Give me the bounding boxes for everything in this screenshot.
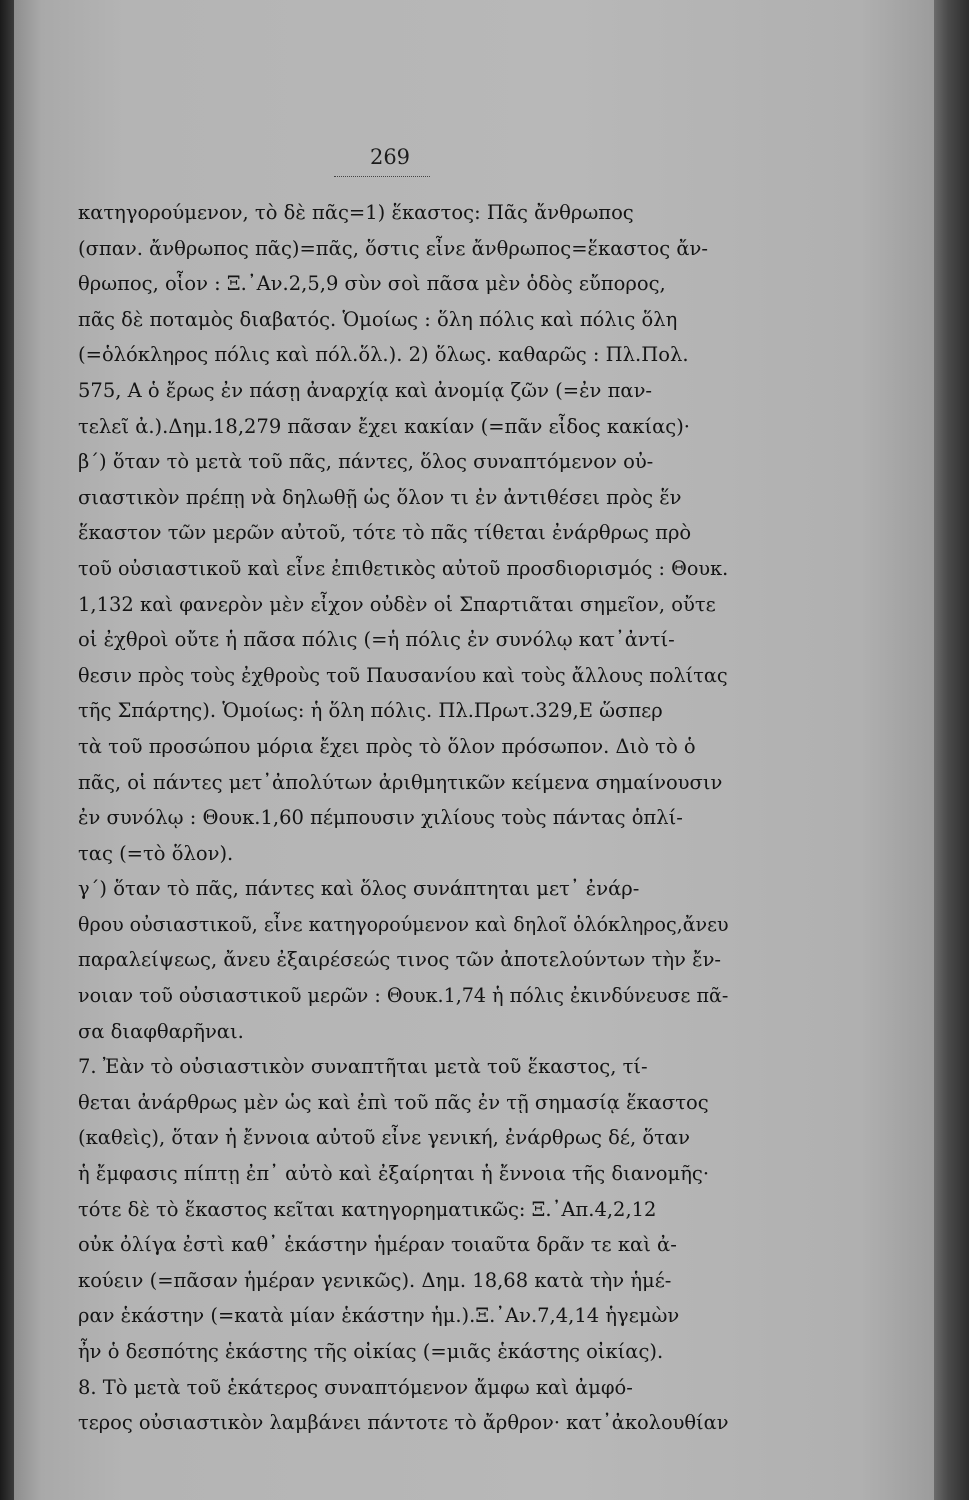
- text-line: θεσιν πρὸς τοὺς ἐχθροὺς τοῦ Παυσανίου καὶ τοὺς ἄλλους πολίτας: [78, 663, 728, 687]
- text-line: νοιαν τοῦ οὐσιαστικοῦ μερῶν : Θουκ.1,74 ἡ πόλις ἐκινδύνευσε πᾶ-: [78, 984, 729, 1008]
- text-line: παραλείψεως, ἄνευ ἐξαιρέσεώς τινος τῶν ἀποτελούντων τὴν ἔν-: [78, 948, 722, 972]
- text-line: τας (=τὸ ὅλον).: [78, 841, 234, 865]
- text-line: (καθεὶς), ὅταν ἡ ἔννοια αὐτοῦ εἶνε γενική, ἐνάρθρως δέ, ὅταν: [78, 1126, 690, 1150]
- text-line: ραν ἑκάστην (=κατὰ μίαν ἑκάστην ἡμ.).Ξ.᾽Αν.7,4,14 ἡγεμὼν: [78, 1304, 680, 1328]
- text-line: τῆς Σπάρτης). Ὁμοίως: ἡ ὅλη πόλις. Πλ.Πρωτ.329,Ε ὥσπερ: [78, 699, 663, 723]
- text-line: (σπαν. ἄνθρωπος πᾶς)=πᾶς, ὅστις εἶνε ἄνθρωπος=ἕκαστος ἄν-: [78, 236, 708, 260]
- text-line: θρωπος, οἷον : Ξ.᾽Αν.2,5,9 σὺν σοὶ πᾶσα μὲν ὁδὸς εὔπορος,: [78, 272, 666, 296]
- text-line: κατηγορούμενον, τὸ δὲ πᾶς=1) ἕκαστος: Πᾶς ἄνθρωπος: [78, 201, 634, 224]
- text-line: τοῦ οὐσιαστικοῦ καὶ εἶνε ἐπιθετικὸς αὐτοῦ προσδιορισμός : Θουκ.: [78, 556, 729, 580]
- book-spine-shadow: [0, 0, 14, 1500]
- page-number-rule: [334, 176, 430, 177]
- text-line: πᾶς, οἱ πάντες μετ᾽ἀπολύτων ἀριθμητικῶν κείμενα σημαίνουσιν: [78, 770, 723, 794]
- text-line: θεται ἀνάρθρως μὲν ὡς καὶ ἐπὶ τοῦ πᾶς ἐν τῇ σημασίᾳ ἕκαστος: [78, 1090, 709, 1114]
- text-line: ἦν ὁ δεσπότης ἑκάστης τῆς οἰκίας (=μιᾶς ἑκάστης οἰκίας).: [78, 1340, 664, 1363]
- text-line: ἕκαστον τῶν μερῶν αὐτοῦ, τότε τὸ πᾶς τίθεται ἐνάρθρως πρὸ: [78, 521, 692, 545]
- text-line: 7. Ἐὰν τὸ οὐσιαστικὸν συναπτῆται μετὰ τοῦ ἕκαστος, τί-: [78, 1055, 648, 1079]
- text-line: πᾶς δὲ ποταμὸς διαβατός. Ὁμοίως : ὅλη πόλις καὶ πόλις ὅλη: [78, 307, 678, 331]
- text-line: ἐν συνόλῳ : Θουκ.1,60 πέμπουσιν χιλίους τοὺς πάντας ὁπλί-: [78, 806, 683, 830]
- text-line: ἡ ἔμφασις πίπτῃ ἐπ᾽ αὐτὸ καὶ ἐξαίρηται ἡ ἔννοια τῆς διανομῆς·: [78, 1162, 710, 1186]
- text-line: κούειν (=πᾶσαν ἡμέραν γενικῶς). Δημ. 18,68 κατὰ τὴν ἡμέ-: [78, 1268, 672, 1292]
- text-line: θρου οὐσιαστικοῦ, εἶνε κατηγορούμενον καὶ δηλοῖ ὁλόκληρος,ἄνευ: [78, 912, 729, 936]
- text-line: οὐκ ὀλίγα ἐστὶ καθ᾽ ἑκάστην ἡμέραν τοιαῦτα δρᾶν τε καὶ ἀ-: [78, 1233, 677, 1257]
- text-line: τότε δὲ τὸ ἕκαστος κεῖται κατηγορηματικῶς: Ξ.᾽Απ.4,2,12: [78, 1197, 657, 1221]
- text-line: τερος οὐσιαστικὸν λαμβάνει πάντοτε τὸ ἄρθρον· κατ᾽ἀκολουθίαν: [78, 1411, 729, 1435]
- page-number: 269: [369, 145, 411, 169]
- text-line: τὰ τοῦ προσώπου μόρια ἔχει πρὸς τὸ ὅλον πρόσωπον. Διὸ τὸ ὁ: [78, 734, 696, 758]
- text-line: σιαστικὸν πρέπῃ νὰ δηλωθῇ ὡς ὅλον τι ἐν ἀντιθέσει πρὸς ἕν: [78, 485, 682, 509]
- text-line: β΄) ὅταν τὸ μετὰ τοῦ πᾶς, πάντες, ὅλος συναπτόμενον οὐ-: [78, 450, 654, 474]
- text-line: 8. Τὸ μετὰ τοῦ ἑκάτερος συναπτόμενον ἄμφω καὶ ἀμφό-: [78, 1375, 633, 1399]
- text-line: (=ὁλόκληρος πόλις καὶ πόλ.ὅλ.). 2) ὅλως. καθαρῶς : Πλ.Πολ.: [78, 343, 689, 367]
- text-line: τελεῖ ἀ.).Δημ.18,279 πᾶσαν ἔχει κακίαν (=πᾶν εἶδος κακίας)·: [78, 414, 691, 438]
- text-block: [78, 195, 728, 1441]
- text-line: σα διαφθαρῆναι.: [78, 1019, 244, 1043]
- text-line: οἱ ἐχθροὶ οὔτε ἡ πᾶσα πόλις (=ἡ πόλις ἐν συνόλῳ κατ᾽ἀντί-: [78, 628, 675, 652]
- text-line: 1,132 καὶ φανερὸν μὲν εἶχον οὐδὲν οἱ Σπαρτιᾶται σημεῖον, οὔτε: [78, 592, 716, 616]
- text-line: 575, Α ὁ ἔρως ἐν πάσῃ ἀναρχίᾳ καὶ ἀνομίᾳ ζῶν (=ἐν παν-: [78, 378, 653, 402]
- text-line: γ΄) ὅταν τὸ πᾶς, πάντες καὶ ὅλος συνάπτηται μετ᾽ ἐνάρ-: [78, 877, 640, 901]
- page-edge-shadow: [934, 0, 969, 1500]
